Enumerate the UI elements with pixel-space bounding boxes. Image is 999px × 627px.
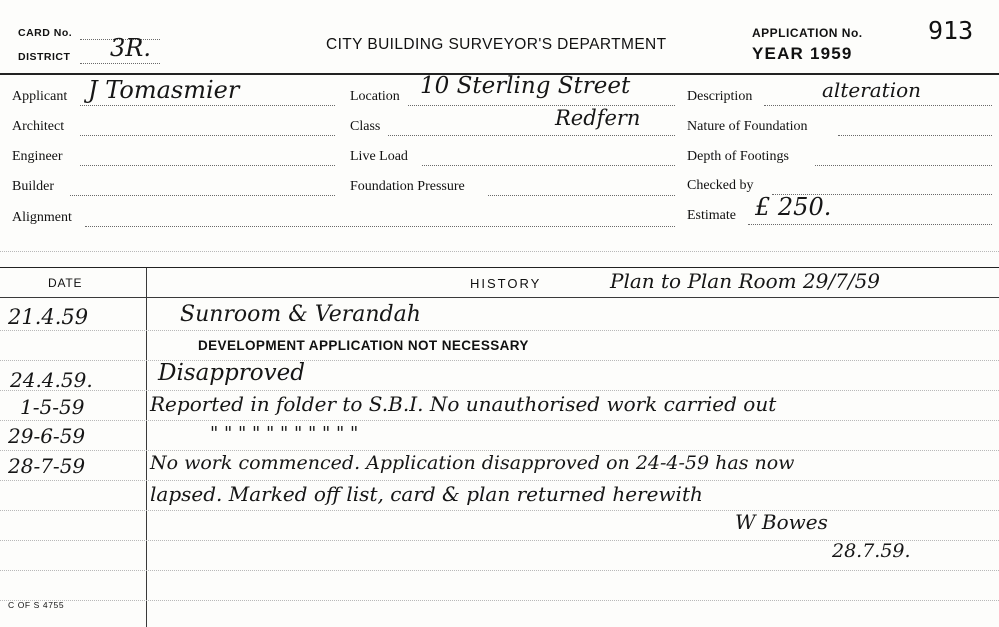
plan-room-note: Plan to Plan Room 29/7/59: [610, 269, 881, 293]
date-column-divider: [146, 268, 147, 627]
foundation-pressure-line: [488, 195, 675, 196]
ruled-line: [0, 600, 999, 601]
year: YEAR 1959: [752, 44, 853, 63]
entry-date: 1-5-59: [20, 395, 85, 419]
ruled-line: [0, 480, 999, 481]
entry-text: No work commenced. Application disapproved on 24-4-59 has now: [150, 452, 795, 474]
location-value: 10 Sterling Street: [420, 73, 631, 99]
depth-of-footings-line: [815, 165, 992, 166]
estimate-value: £ 250.: [755, 193, 832, 221]
description-line: [764, 105, 992, 106]
live-load-line: [422, 165, 675, 166]
engineer-label: Engineer: [12, 149, 63, 164]
foundation-pressure-label: Foundation Pressure: [350, 179, 465, 194]
location-label: Location: [350, 89, 400, 104]
builder-line: [70, 195, 335, 196]
applicant-line: [80, 105, 335, 106]
ruled-line: [0, 570, 999, 571]
description-label: Description: [687, 89, 753, 104]
history-top-rule: [0, 267, 999, 268]
class-label: Class: [350, 119, 381, 134]
card-number-label: CARD No.: [18, 27, 73, 39]
entry-text: " " " " " " " " " " ": [210, 423, 359, 444]
form-code: C OF S 4755: [8, 600, 65, 610]
history-header: HISTORY: [470, 276, 542, 291]
depth-of-footings-label: Depth of Footings: [687, 149, 789, 164]
development-stamp: DEVELOPMENT APPLICATION NOT NECESSARY: [198, 338, 529, 353]
architect-line: [80, 135, 335, 136]
department-title: CITY BUILDING SURVEYOR'S DEPARTMENT: [326, 36, 667, 53]
engineer-line: [80, 165, 335, 166]
description-value: alteration: [822, 78, 922, 102]
district-value: 3R.: [110, 34, 151, 62]
date-header: DATE: [48, 276, 83, 290]
ruled-line: [0, 390, 999, 391]
signature: W Bowes: [735, 510, 828, 534]
entry-text: Sunroom & Verandah: [180, 302, 421, 327]
entry-date: 28-7-59: [8, 454, 86, 478]
ruled-line: [0, 330, 999, 331]
nature-of-foundation-label: Nature of Foundation: [687, 119, 808, 134]
application-number: 913: [928, 16, 974, 45]
architect-label: Architect: [12, 119, 65, 134]
checked-by-label: Checked by: [687, 178, 754, 193]
estimate-line: [748, 224, 992, 225]
ruled-line: [0, 420, 999, 421]
ruled-line: [0, 450, 999, 451]
alignment-line: [85, 226, 675, 227]
application-number-label: APPLICATION No.: [752, 26, 863, 40]
entry-date: 24.4.59.: [10, 368, 93, 392]
entry-date: 21.4.59: [8, 305, 89, 329]
entry-text: Disapproved: [158, 360, 305, 386]
live-load-label: Live Load: [350, 149, 408, 164]
applicant-value: J Tomasmier: [88, 76, 240, 104]
class-line: [388, 135, 675, 136]
nature-of-foundation-line: [838, 135, 992, 136]
builder-label: Builder: [12, 179, 54, 194]
entry-text: lapsed. Marked off list, card & plan returned herewith: [150, 482, 703, 506]
entry-text: Reported in folder to S.B.I. No unauthorised work carried out: [150, 392, 777, 416]
entry-date: 29-6-59: [8, 424, 86, 448]
ruled-line: [0, 510, 999, 511]
history-header-rule: [0, 297, 999, 298]
applicant-label: Applicant: [12, 89, 68, 104]
ruled-line: [0, 360, 999, 361]
signature-date: 28.7.59.: [832, 540, 911, 562]
field-rule: [0, 251, 999, 252]
district-line: [80, 63, 160, 64]
alignment-label: Alignment: [12, 210, 72, 225]
location-suburb: Redfern: [555, 106, 641, 130]
estimate-label: Estimate: [687, 208, 736, 223]
district-label: DISTRICT: [18, 51, 71, 63]
